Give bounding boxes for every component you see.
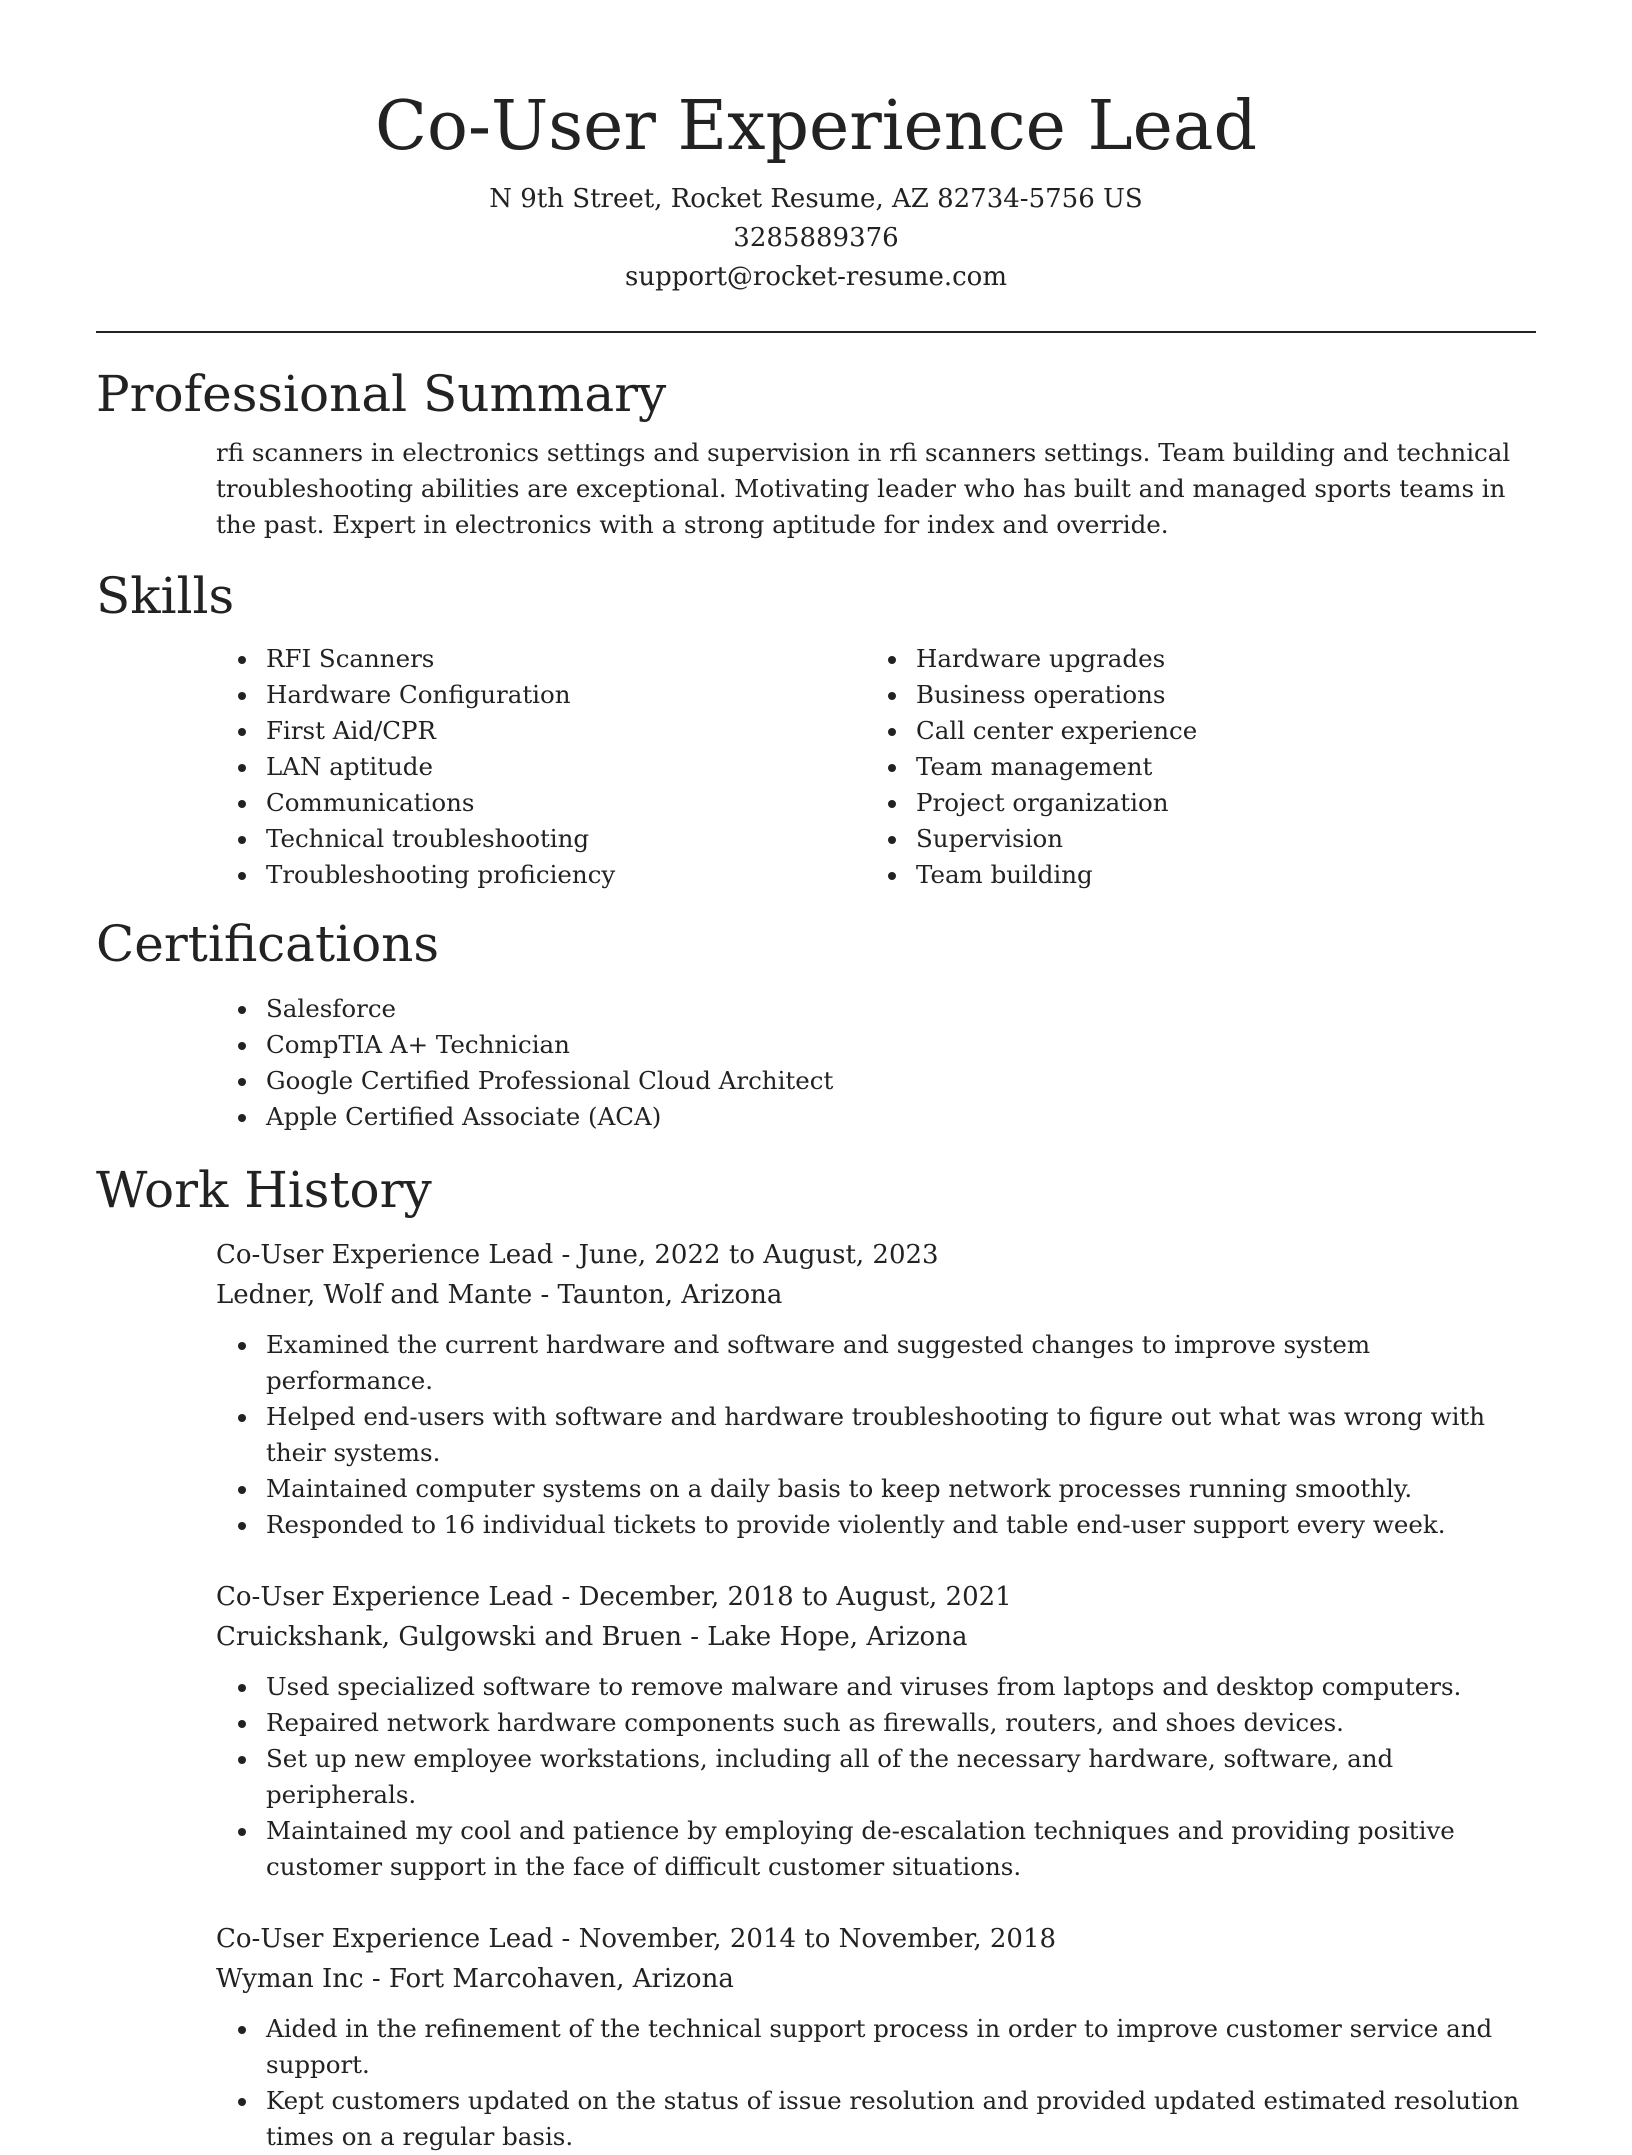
certification-item: • Google Certified Professional Cloud Architect <box>260 1063 1536 1099</box>
job-bullet: • Examined the current hardware and software and suggested changes to improve system performance. <box>260 1327 1540 1399</box>
job-entry <box>216 1919 1536 2155</box>
job-bullets <box>216 2011 1540 2155</box>
skill-item: • First Aid/CPR <box>260 713 746 749</box>
job-location: Taunton, Arizona <box>557 1280 783 1310</box>
certification-item: • Salesforce <box>260 991 1536 1027</box>
section-title-summary: Professional Summary <box>96 365 667 423</box>
job-company-line: Wyman Inc - Fort Marcohaven, Arizona <box>216 1964 734 1994</box>
job-company-line: Cruickshank, Gulgowski and Bruen - Lake Hope, Arizona <box>216 1622 968 1652</box>
skill-item: • RFI Scanners <box>260 641 746 677</box>
job-title-line: Co-User Experience Lead - December, 2018 to August, 2021 <box>216 1582 1012 1612</box>
job-title-line: Co-User Experience Lead - November, 2014 to November, 2018 <box>216 1924 1057 1954</box>
section-title-skills: Skills <box>96 567 235 625</box>
skill-item: • Supervision <box>910 821 1510 857</box>
skill-item: • Team management <box>910 749 1510 785</box>
job-role: Co-User Experience Lead <box>216 1924 554 1954</box>
candidate-name: Co-User Experience Lead <box>375 87 1257 166</box>
job-bullet: • Responded to 16 individual tickets to provide violently and table end-user support every week. <box>260 1507 1540 1543</box>
job-role: Co-User Experience Lead <box>216 1582 554 1612</box>
summary-text: rfi scanners in electronics settings and supervision in rfi scanners settings. Team building and technical troubleshooting abilities are exceptional. Motivating leader who has built and managed sports teams in the past. Expert in electronics with a strong aptitude for index and override. <box>216 438 1511 539</box>
skill-item: • Communications <box>260 785 746 821</box>
job-entry <box>216 1235 1536 1543</box>
job-bullets <box>216 1327 1540 1543</box>
job-company: Cruickshank, Gulgowski and Bruen <box>216 1622 682 1652</box>
skill-item: • Business operations <box>910 677 1510 713</box>
job-bullet: • Used specialized software to remove malware and viruses from laptops and desktop computers. <box>260 1669 1540 1705</box>
skill-item: • Technical troubleshooting <box>260 821 746 857</box>
job-bullet: • Set up new employee workstations, including all of the necessary hardware, software, and peripherals. <box>260 1741 1540 1813</box>
section-title-work-history: Work History <box>96 1161 432 1219</box>
skill-item: • Troubleshooting proficiency <box>260 857 746 893</box>
skills-list-left <box>96 641 746 893</box>
skills-columns <box>96 641 1536 893</box>
header-divider <box>96 331 1536 333</box>
contact-email: support@rocket-resume.com <box>624 262 1007 292</box>
job-company: Wyman Inc <box>216 1964 364 1994</box>
skill-item: • Call center experience <box>910 713 1510 749</box>
resume-page <box>96 0 1536 2155</box>
resume-header <box>96 0 1536 297</box>
job-bullet: • Maintained computer systems on a daily basis to keep network processes running smoothly. <box>260 1471 1540 1507</box>
certification-item: • Apple Certified Associate (ACA) <box>260 1099 1536 1135</box>
contact-phone: 3285889376 <box>733 223 899 253</box>
job-bullet: • Maintained my cool and patience by employing de-escalation techniques and providing positive customer support in the face of difficult customer situations. <box>260 1813 1540 1885</box>
job-entry <box>216 1577 1536 1885</box>
job-location: Lake Hope, Arizona <box>707 1622 968 1652</box>
job-bullet: • Helped end-users with software and hardware troubleshooting to figure out what was wrong with their systems. <box>260 1399 1540 1471</box>
job-bullet: • Aided in the refinement of the technical support process in order to improve customer service and support. <box>260 2011 1540 2083</box>
skill-item: • Project organization <box>910 785 1510 821</box>
certifications-list <box>96 991 1536 1135</box>
job-dates: November, 2014 to November, 2018 <box>578 1924 1057 1954</box>
job-bullet: • Kept customers updated on the status of issue resolution and provided updated estimated resolution times on a regular basis. <box>260 2083 1540 2155</box>
job-dates: June, 2022 to August, 2023 <box>578 1240 939 1270</box>
skill-item: • LAN aptitude <box>260 749 746 785</box>
job-role: Co-User Experience Lead <box>216 1240 554 1270</box>
skills-list-right <box>746 641 1510 893</box>
contact-address: N 9th Street, Rocket Resume, AZ 82734-5756 US <box>489 184 1143 214</box>
certification-item: • CompTIA A+ Technician <box>260 1027 1536 1063</box>
job-company-line: Ledner, Wolf and Mante - Taunton, Arizona <box>216 1280 783 1310</box>
job-company: Ledner, Wolf and Mante <box>216 1280 533 1310</box>
job-location: Fort Marcohaven, Arizona <box>388 1964 734 1994</box>
job-dates: December, 2018 to August, 2021 <box>578 1582 1012 1612</box>
skill-item: • Team building <box>910 857 1510 893</box>
skill-item: • Hardware Configuration <box>260 677 746 713</box>
section-title-certifications: Certifications <box>96 915 440 973</box>
job-bullet: • Repaired network hardware components such as firewalls, routers, and shoes devices. <box>260 1705 1540 1741</box>
job-title-line: Co-User Experience Lead - June, 2022 to August, 2023 <box>216 1240 939 1270</box>
job-bullets <box>216 1669 1540 1885</box>
skill-item: • Hardware upgrades <box>910 641 1510 677</box>
